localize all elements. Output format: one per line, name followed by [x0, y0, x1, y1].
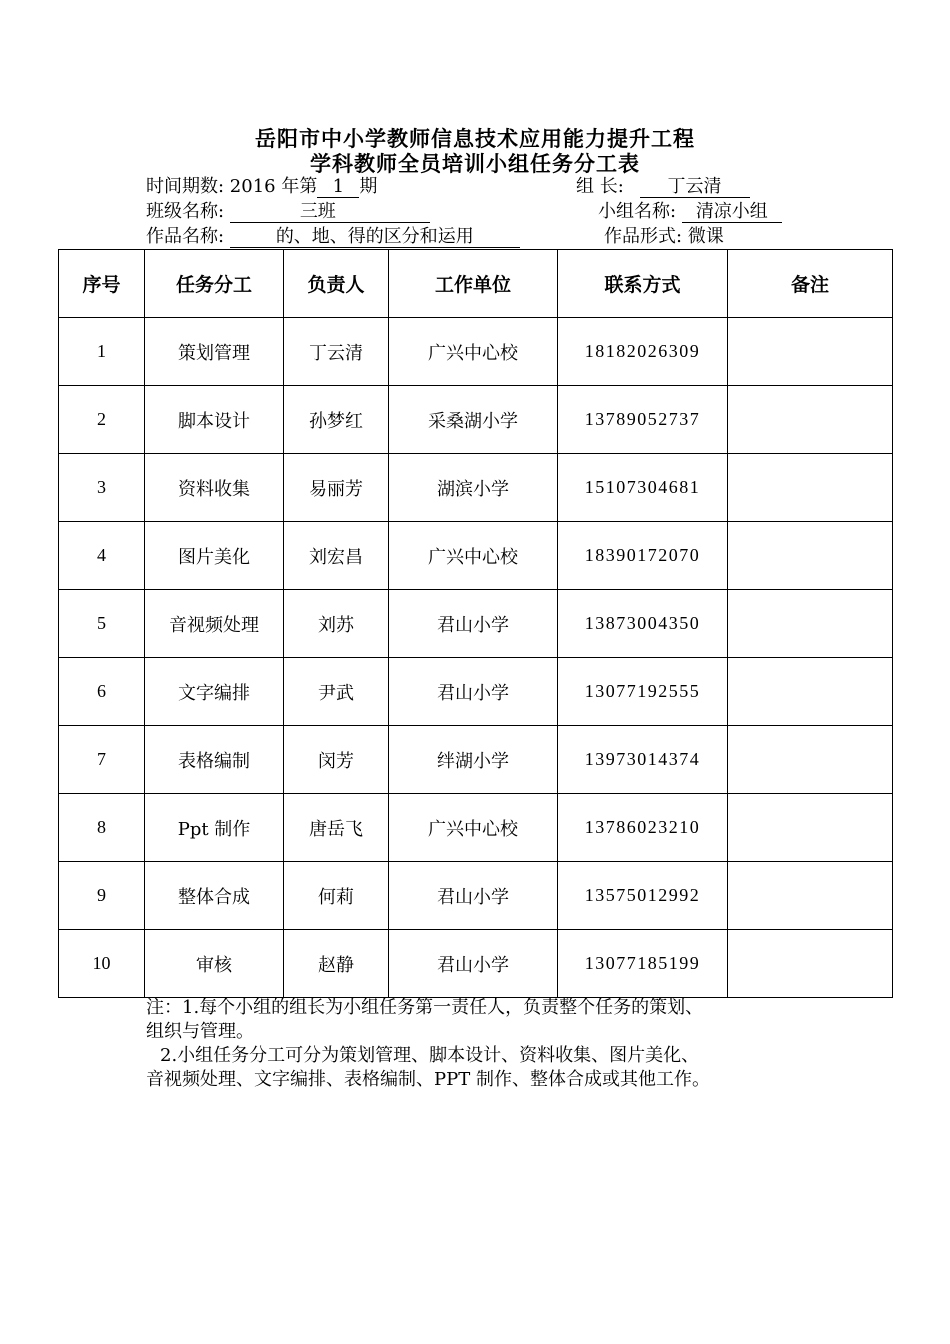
cell-index: 3 — [59, 454, 145, 522]
period-suffix: 期 — [359, 176, 378, 197]
cell-remark — [728, 862, 893, 930]
cell-index: 5 — [59, 590, 145, 658]
cell-contact: 13575012992 — [558, 862, 728, 930]
cell-unit: 广兴中心校 — [389, 522, 558, 590]
cell-index: 9 — [59, 862, 145, 930]
cell-task: 审核 — [145, 930, 284, 998]
cell-person: 丁云清 — [284, 318, 389, 386]
form-value: 微课 — [687, 226, 724, 247]
note-2-line-2: 音视频处理、文字编排、表格编制、PPT 制作、整体合成或其他工作。 — [146, 1069, 710, 1090]
cell-task: 脚本设计 — [145, 386, 284, 454]
cell-contact: 13077185199 — [558, 930, 728, 998]
cell-person: 尹武 — [284, 658, 389, 726]
group-label: 小组名称: — [598, 201, 677, 222]
cell-contact: 18390172070 — [558, 522, 728, 590]
cell-index: 7 — [59, 726, 145, 794]
cell-contact: 13077192555 — [558, 658, 728, 726]
cell-task: 资料收集 — [145, 454, 284, 522]
form-field — [604, 226, 724, 248]
table-row — [59, 862, 893, 930]
table-row — [59, 590, 893, 658]
leader-label: 组 长: — [576, 176, 624, 197]
cell-person: 唐岳飞 — [284, 794, 389, 862]
table-row — [59, 658, 893, 726]
cell-unit: 君山小学 — [389, 658, 558, 726]
cell-unit: 湖滨小学 — [389, 454, 558, 522]
cell-unit: 君山小学 — [389, 930, 558, 998]
class-field — [146, 201, 430, 223]
cell-contact: 15107304681 — [558, 454, 728, 522]
form-label: 作品形式: — [604, 226, 683, 247]
cell-person: 刘宏昌 — [284, 522, 389, 590]
cell-index: 6 — [59, 658, 145, 726]
header-remark: 备注 — [728, 250, 893, 318]
cell-remark — [728, 522, 893, 590]
cell-unit: 君山小学 — [389, 590, 558, 658]
cell-index: 2 — [59, 386, 145, 454]
class-value: 三班 — [299, 201, 336, 222]
cell-task: 表格编制 — [145, 726, 284, 794]
cell-index: 1 — [59, 318, 145, 386]
cell-unit: 采桑湖小学 — [389, 386, 558, 454]
cell-unit: 广兴中心校 — [389, 318, 558, 386]
header-contact: 联系方式 — [558, 250, 728, 318]
table-header-row — [59, 250, 893, 318]
table-row — [59, 930, 893, 998]
cell-unit: 广兴中心校 — [389, 794, 558, 862]
work-label: 作品名称: — [146, 226, 225, 247]
work-value: 的、地、得的区分和运用 — [230, 227, 520, 248]
cell-person: 闵芳 — [284, 726, 389, 794]
cell-task: 文字编排 — [145, 658, 284, 726]
period-value: 1 — [317, 177, 359, 198]
cell-task: Ppt 制作 — [145, 794, 284, 862]
note-1-line-1: 注：1.每个小组的组长为小组任务第一责任人，负责整个任务的策划、 — [146, 997, 704, 1018]
cell-index: 8 — [59, 794, 145, 862]
leader-value: 丁云清 — [640, 177, 750, 198]
cell-contact: 13973014374 — [558, 726, 728, 794]
header-task: 任务分工 — [145, 250, 284, 318]
cell-remark — [728, 794, 893, 862]
cell-person: 孙梦红 — [284, 386, 389, 454]
cell-task: 音视频处理 — [145, 590, 284, 658]
cell-contact: 13789052737 — [558, 386, 728, 454]
cell-remark — [728, 930, 893, 998]
cell-remark — [728, 454, 893, 522]
cell-index: 4 — [59, 522, 145, 590]
cell-person: 何莉 — [284, 862, 389, 930]
cell-contact: 13786023210 — [558, 794, 728, 862]
document-subtitle: 学科教师全员培训小组任务分工表 — [310, 151, 640, 176]
document-title: 岳阳市中小学教师信息技术应用能力提升工程 — [255, 126, 695, 151]
cell-remark — [728, 386, 893, 454]
cell-remark — [728, 318, 893, 386]
header-unit: 工作单位 — [389, 250, 558, 318]
cell-person: 易丽芳 — [284, 454, 389, 522]
cell-person: 赵静 — [284, 930, 389, 998]
table-row — [59, 454, 893, 522]
cell-index: 10 — [59, 930, 145, 998]
cell-person: 刘苏 — [284, 590, 389, 658]
table-row — [59, 522, 893, 590]
cell-remark — [728, 726, 893, 794]
period-label: 时间期数: 2016 年第 — [146, 176, 318, 197]
notes — [146, 996, 846, 1092]
period-field — [146, 176, 377, 198]
cell-task: 整体合成 — [145, 862, 284, 930]
note-1-line-2: 组织与管理。 — [146, 1021, 254, 1042]
cell-contact: 18182026309 — [558, 318, 728, 386]
work-field — [146, 226, 520, 248]
cell-task: 图片美化 — [145, 522, 284, 590]
task-table — [58, 249, 893, 998]
cell-task: 策划管理 — [145, 318, 284, 386]
cell-remark — [728, 590, 893, 658]
group-value: 清凉小组 — [682, 202, 782, 223]
cell-contact: 13873004350 — [558, 590, 728, 658]
table-row — [59, 794, 893, 862]
table-row — [59, 386, 893, 454]
note-2-line-1: 2.小组任务分工可分为策划管理、脚本设计、资料收集、图片美化、 — [160, 1045, 700, 1066]
header-person: 负责人 — [284, 250, 389, 318]
class-value-wrap — [230, 202, 430, 223]
leader-field — [576, 176, 750, 198]
table-row — [59, 726, 893, 794]
cell-unit: 绊湖小学 — [389, 726, 558, 794]
group-field — [598, 201, 782, 223]
cell-remark — [728, 658, 893, 726]
table-row — [59, 318, 893, 386]
class-label: 班级名称: — [146, 201, 225, 222]
header-index: 序号 — [59, 250, 145, 318]
cell-unit: 君山小学 — [389, 862, 558, 930]
